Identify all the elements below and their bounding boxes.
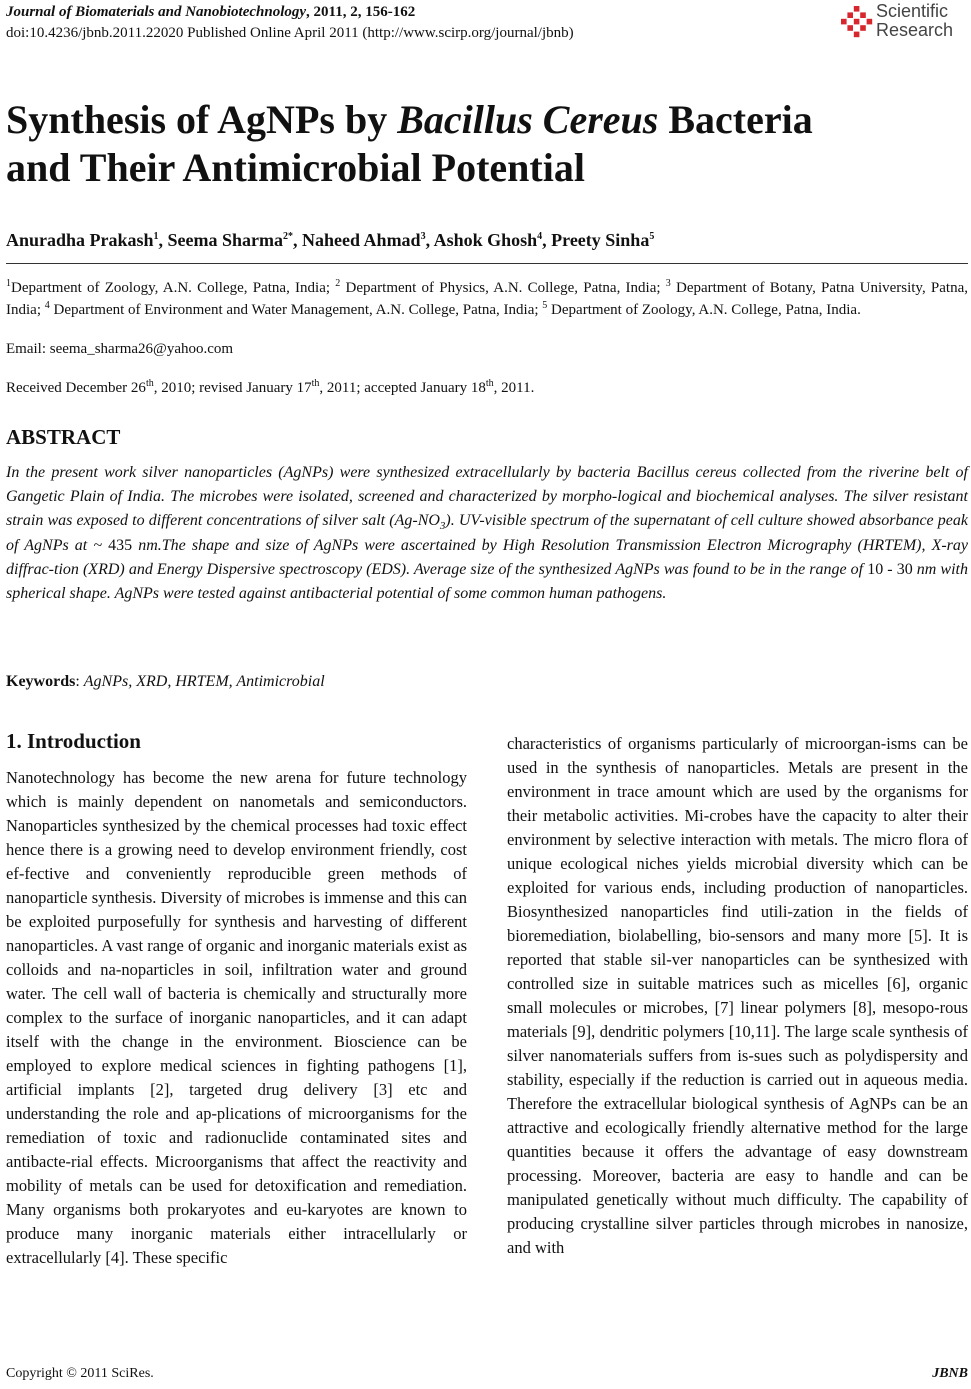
abstract-segment: 435 [108, 536, 133, 554]
affiliation-text: Department of Zoology, A.N. College, Patna, India; [11, 280, 336, 296]
accepted-text: , 2011; accepted January 18 [319, 380, 486, 396]
affiliation-text: Department of Physics, A.N. College, Patna, India; [340, 280, 666, 296]
scientific-research-logo-icon [840, 5, 874, 39]
publisher-name [876, 2, 953, 40]
title-line2: and Their Antimicrobial Potential [6, 145, 585, 190]
keywords-label: Keywords [6, 673, 76, 690]
title-part2: Bacteria [658, 97, 813, 142]
affiliation-text: Department of Zoology, A.N. College, Patna, India. [547, 302, 861, 318]
author-affiliation-sup: 2* [283, 231, 294, 242]
abstract-segment: In the present work silver nanoparticles ( [6, 464, 284, 481]
author-name: Anuradha Prakash [6, 230, 154, 250]
footer-copyright: Copyright © 2011 SciRes. [6, 1366, 154, 1381]
received-sup: th [145, 378, 154, 389]
author-name: Naheed Ahmad [302, 230, 421, 250]
affiliations [6, 277, 968, 321]
journal-name: Journal of Biomaterials and Nanobiotechnology [6, 4, 307, 20]
title-species: Bacillus Cereus [397, 97, 659, 142]
publisher-name-line2: Research [876, 20, 954, 40]
accepted-sup: th [485, 378, 494, 389]
author-list [6, 230, 654, 251]
logo-square [847, 12, 853, 18]
journal-volume: , 2011, 2, 156-162 [306, 4, 416, 20]
abstract-segment: HRTEM [862, 536, 917, 554]
logo-square [854, 32, 860, 38]
journal-citation [6, 4, 415, 21]
abstract-segment: nm with spherical shape. AgNPs were tested against antibacterial potential of some common human pathogens. [6, 560, 968, 603]
logo-square [841, 19, 847, 25]
author-separator: , [542, 230, 552, 250]
affiliation-sup: 3 [665, 278, 671, 289]
affiliation-text: Department of Botany, Patna University, Patna, India; [6, 280, 969, 318]
abstract-text [6, 461, 968, 606]
affiliation-sup: 2 [335, 278, 341, 289]
received-dates [6, 380, 534, 397]
author-name: Seema Sharma [167, 230, 284, 250]
introduction-left-column: Nanotechnology has become the new arena for future technology which is mainly dependent on nanometals and semiconductors. Nanoparticles synthesized by the chemical processes had toxic effect hence there is a growing need to develop environment friendly, cost ef-fective and conveniently reproducible green methods of nanoparticle synthesis. Diversity of microbes is immense and this can be exploited purposefully for synthesis and harvesting of different nanoparticles. A vast range of organic and inorganic materials exist as colloids and na-noparticles in soil, infiltration water and ground water. The cell wall of bacteria is chemically and structurally more complex to the surface of inorganic nanoparticles, and it can adapt itself with the change in the environment. Bioscience can be employed to explore medical sciences in fighting pathogens [1], artificial implants [2], targeted drug delivery [3] etc and understanding the role and ap-plications of microorganisms for the remediation of toxic and radionuclide contaminated sites and antibacte-rial effects. Microorganisms that affect the reactivity and mobility of metals can be used for detoxification and remediation. Many organisms both prokaryotes and eu-karyotes are known to produce many inorganic materials either intracellularly or extracellularly [4]. These specific [6, 768, 467, 1267]
abstract-heading: ABSTRACT [6, 425, 121, 449]
introduction-heading: 1. Introduction [6, 729, 141, 753]
abstract-segment: Ag-NO [394, 512, 440, 530]
author-affiliation-sup: 1 [153, 231, 159, 242]
abstract-segment: 3 [439, 520, 446, 533]
abstract-segment: ). Average size of the synthesized AgNPs was found to be in the range of [400, 560, 868, 578]
publisher-name-line1: Scientific [876, 1, 949, 21]
corresponding-email: Email: seema_sharma26@yahoo.com [6, 341, 234, 357]
logo-square [847, 25, 853, 31]
author-affiliation-sup: 4 [537, 231, 543, 242]
footer-journal-abbr: JBNB [932, 1366, 968, 1381]
introduction-right-column: characteristics of organisms particularly of microorgan-isms can be used in the synthesis of nanoparticles. Metals are present in the environment in trace amount which are used by the organisms for their metabolic activities. Mi-crobes have the capacity to alter their environment by selective interaction with metals. The micro flora of unique ecological niches yields microbial diversity which can be exploited for various ends, including production of nanoparticles. Biosynthesized nanoparticles find utili-zation in the fields of bioremediation, biolabelling, bio-sensors and many more [5]. It is reported that stable sil-ver nanoparticles can be synthesized with controlled size in suitable matrices such as micelles [6], organic small molecules or microbes, [7] linear polymers [8], mesopo-rous materials [9], dendritic polymers [10,11]. The large scale synthesis of silver nanomaterials suffers from is-sues such as polydispersity and stability, especially if the reduction is carried out in aqueous media. Therefore the extracellular biological synthesis of AgNPs can be an attractive and ecologically friendly alternative method for the large quantities because it offers the advantage of easy downstream processing. Moreover, bacteria are easy to handle and can be manipulated genetically without much difficulty. The capability of producing crystalline silver particles through microbes in nanosize, and with [507, 734, 968, 1257]
revised-text: , 2010; revised January 17 [153, 380, 312, 396]
affiliation-text: Department of Environment and Water Management, A.N. College, Patna, India; [49, 302, 543, 318]
paper-page [6, 0, 968, 1389]
paper-title [6, 96, 968, 192]
title-part1: Synthesis of AgNPs by [6, 97, 398, 142]
author-name: Ashok Ghosh [433, 230, 538, 250]
author-separator: , [293, 230, 303, 250]
abstract-segment: 10 - 30 [867, 560, 913, 578]
abstract-segment: ) and Energy Dispersive spectroscopy ( [119, 560, 372, 578]
keywords-line [6, 673, 325, 691]
doi-line: doi:10.4236/jbnb.2011.22020 Published Online April 2011 (http://www.scirp.org/journal/jbnb) [6, 25, 574, 41]
abstract-segment: EDS [371, 560, 401, 578]
abstract-segment: ) were synthesized extracellularly by bacteria Bacillus cereus collected from the riverine belt of Gangetic Plain of India. The microbes were isolated, screened and characterized by morpho-logical and biochemical analyses. The silver resistant strain was exposed to different concentrations of silver salt ( [6, 464, 969, 530]
affiliation-sup: 4 [44, 300, 50, 311]
logo-square [854, 19, 860, 25]
logo-square [854, 6, 860, 12]
author-name: Preety Sinha [551, 230, 650, 250]
revised-sup: th [311, 378, 320, 389]
affiliation-sup: 5 [542, 300, 548, 311]
logo-square [867, 19, 873, 25]
logo-square [860, 12, 866, 18]
publisher-logo [840, 2, 968, 44]
header-divider [6, 263, 968, 264]
abstract-segment: nm.The shape and size of AgNPs were ascertained by High Resolution Transmission Electron Micrography ( [132, 536, 863, 554]
keywords-values: AgNPs, XRD, HRTEM, Antimicrobial [83, 673, 325, 690]
keywords-colon: : [75, 673, 84, 690]
affiliation-sup: 1 [6, 278, 11, 289]
author-affiliation-sup: 3 [420, 231, 426, 242]
abstract-segment: ). UV-visible spectrum of the supernatant of cell culture showed absorbance peak of AgNPs at ~ [6, 512, 968, 554]
accepted-year: , 2011. [493, 380, 535, 396]
author-separator: , [158, 230, 168, 250]
author-affiliation-sup: 5 [649, 231, 655, 242]
abstract-segment: AgNPs [283, 464, 329, 481]
author-separator: , [425, 230, 434, 250]
received-text: Received December 26 [6, 380, 146, 396]
abstract-segment: XRD [88, 560, 120, 578]
logo-square [860, 25, 866, 31]
abstract-segment: ), X-ray diffrac-tion ( [6, 536, 968, 578]
